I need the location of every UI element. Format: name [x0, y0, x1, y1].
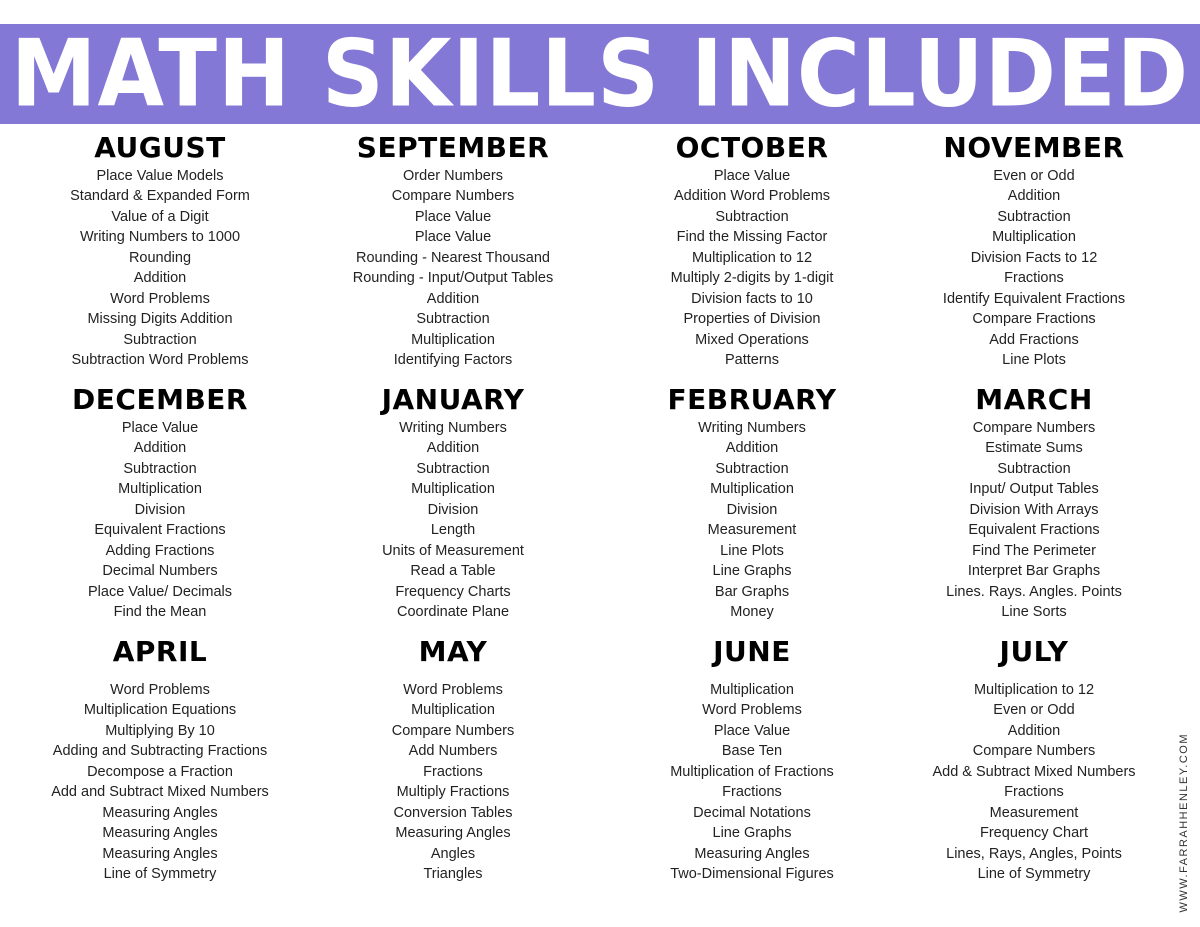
skill-item: Multiply 2-digits by 1-digit [670, 270, 834, 287]
skill-item: Measurement [707, 522, 797, 539]
skill-item: Input/ Output Tables [969, 481, 1099, 498]
skill-item: Place Value [713, 722, 791, 739]
skill-item: Value of a Digit [111, 208, 209, 225]
skill-item: Standard & Expanded Form [70, 188, 250, 205]
skill-item: Addition [426, 440, 480, 457]
skill-item: Identify Equivalent Fractions [942, 290, 1126, 307]
skill-list [884, 680, 1184, 885]
skill-item: Decimal Numbers [102, 563, 218, 580]
skill-item: Word Problems [702, 702, 802, 719]
skill-item: Multiplication [710, 481, 794, 498]
skill-item: Division Facts to 12 [970, 249, 1098, 266]
skill-item: Multiplication [411, 481, 495, 498]
skill-item: Subtraction Word Problems [71, 352, 249, 369]
skill-item: Compare Fractions [972, 311, 1096, 328]
skill-item: Addition [1007, 722, 1061, 739]
skill-item: Addition Word Problems [673, 188, 831, 205]
skill-item: Subtraction [997, 208, 1071, 225]
skill-item: Measuring Angles [102, 845, 218, 862]
skill-item: Base Ten [721, 743, 783, 760]
skill-list [303, 166, 603, 371]
skill-item: Compare Numbers [391, 722, 515, 739]
skill-item: Triangles [423, 866, 483, 883]
skill-item: Properties of Division [683, 311, 821, 328]
skill-list [884, 418, 1184, 623]
skill-item: Missing Digits Addition [87, 311, 233, 328]
skill-item: Multiplication [118, 481, 202, 498]
skill-item: Place Value/ Decimals [88, 583, 232, 600]
skill-item: Division [427, 501, 479, 518]
skill-item: Rounding - Input/Output Tables [352, 270, 554, 287]
skill-item: Measurement [989, 804, 1079, 821]
skill-item: Mixed Operations [695, 331, 809, 348]
skill-item: Interpret Bar Graphs [967, 563, 1101, 580]
skill-item: Find the Missing Factor [676, 229, 828, 246]
skill-item: Estimate Sums [985, 440, 1083, 457]
month-block-april [10, 634, 310, 885]
month-heading: MARCH [975, 383, 1093, 416]
skill-item: Add Numbers [408, 743, 498, 760]
skill-list [602, 680, 902, 885]
skill-item: Compare Numbers [391, 188, 515, 205]
skill-item: Subtraction [416, 460, 490, 477]
month-block-december [10, 382, 310, 623]
month-block-november [884, 130, 1184, 371]
skill-item: Units of Measurement [382, 542, 524, 559]
skill-item: Fractions [722, 784, 782, 801]
month-heading: JULY [999, 635, 1069, 668]
skill-item: Subtraction [416, 311, 490, 328]
month-heading: JANUARY [381, 383, 525, 416]
skill-item: Fractions [1004, 784, 1064, 801]
skill-list [884, 166, 1184, 371]
month-heading: FEBRUARY [667, 383, 837, 416]
skill-item: Multiplying By 10 [105, 722, 215, 739]
skill-item: Division [726, 501, 778, 518]
month-block-august [10, 130, 310, 371]
month-block-february [602, 382, 902, 623]
skill-list [10, 418, 310, 623]
skill-item: Subtraction [715, 208, 789, 225]
month-heading: MAY [418, 635, 488, 668]
skill-item: Add & Subtract Mixed Numbers [932, 763, 1136, 780]
title-banner [0, 19, 1200, 128]
skill-item: Division [134, 501, 186, 518]
skill-item: Read a Table [410, 563, 496, 580]
skill-item: Division facts to 10 [691, 290, 813, 307]
skill-item: Place Value [713, 168, 791, 184]
skill-item: Addition [1007, 188, 1061, 205]
skill-item: Word Problems [110, 682, 210, 698]
month-block-may [303, 634, 603, 885]
skill-item: Multiplication Equations [83, 702, 237, 719]
skill-item: Decompose a Fraction [87, 763, 233, 780]
skill-list [602, 418, 902, 623]
month-block-january [303, 382, 603, 623]
skill-item: Equivalent Fractions [94, 522, 226, 539]
skill-item: Line of Symmetry [977, 866, 1091, 883]
skill-item: Frequency Chart [980, 825, 1088, 842]
skill-item: Addition [725, 440, 779, 457]
skill-item: Equivalent Fractions [968, 522, 1100, 539]
skill-item: Multiplication to 12 [973, 682, 1095, 698]
website-url: WWW.FARRAHHENLEY.COM [1178, 733, 1190, 913]
month-heading: APRIL [112, 635, 208, 668]
skill-item: Adding Fractions [105, 542, 215, 559]
month-heading: DECEMBER [72, 383, 248, 416]
skill-item: Addition [133, 270, 187, 287]
skill-item: Place Value [121, 420, 199, 436]
skill-item: Adding and Subtracting Fractions [52, 743, 268, 760]
skill-item: Line Plots [720, 542, 784, 559]
skill-item: Measuring Angles [102, 804, 218, 821]
skill-item: Line Graphs [712, 825, 792, 842]
skill-item: Add Fractions [989, 331, 1079, 348]
skill-item: Division With Arrays [969, 501, 1099, 518]
month-heading: OCTOBER [675, 131, 829, 164]
skill-item: Multiplication [992, 229, 1076, 246]
skill-item: Place Value [414, 229, 492, 246]
skill-item: Fractions [1004, 270, 1064, 287]
month-block-june [602, 634, 902, 885]
skill-item: Two-Dimensional Figures [670, 866, 834, 883]
skill-item: Add and Subtract Mixed Numbers [51, 784, 269, 801]
skill-item: Multiplication of Fractions [670, 763, 834, 780]
month-block-march [884, 382, 1184, 623]
skill-item: Angles [430, 845, 476, 862]
skill-list [10, 680, 310, 885]
skill-item: Writing Numbers [698, 420, 806, 436]
skill-item: Subtraction [123, 331, 197, 348]
skill-list [10, 166, 310, 371]
skill-item: Writing Numbers to 1000 [79, 229, 241, 246]
skill-item: Order Numbers [403, 168, 503, 184]
skill-item: Measuring Angles [395, 825, 511, 842]
skill-item: Line Sorts [1001, 604, 1067, 621]
skill-item: Rounding [128, 249, 192, 266]
skill-item: Subtraction [715, 460, 789, 477]
month-heading: SEPTEMBER [356, 131, 550, 164]
skill-item: Conversion Tables [393, 804, 513, 821]
skill-item: Word Problems [110, 290, 210, 307]
skill-item: Identifying Factors [393, 352, 513, 369]
skill-item: Measuring Angles [102, 825, 218, 842]
skill-list [303, 680, 603, 885]
skill-list [602, 166, 902, 371]
month-heading: NOVEMBER [943, 131, 1125, 164]
skill-item: Line Plots [1002, 352, 1066, 369]
skill-item: Lines. Rays. Angles. Points [946, 583, 1122, 600]
skill-item: Measuring Angles [694, 845, 810, 862]
skill-item: Multiplication [411, 331, 495, 348]
skill-item: Addition [133, 440, 187, 457]
skill-item: Money [730, 604, 774, 621]
skill-item: Line of Symmetry [103, 866, 217, 883]
month-heading: AUGUST [94, 131, 226, 164]
month-block-september [303, 130, 603, 371]
month-heading: JUNE [713, 635, 791, 668]
skill-item: Subtraction [997, 460, 1071, 477]
skill-item: Compare Numbers [972, 743, 1096, 760]
skill-item: Fractions [423, 763, 483, 780]
skill-item: Even or Odd [993, 168, 1075, 184]
month-block-october [602, 130, 902, 371]
skill-item: Even or Odd [993, 702, 1075, 719]
skill-item: Place Value Models [96, 168, 224, 184]
skill-item: Lines, Rays, Angles, Points [946, 845, 1122, 862]
skill-item: Subtraction [123, 460, 197, 477]
skill-item: Find the Mean [113, 604, 207, 621]
skill-item: Compare Numbers [972, 420, 1096, 436]
skill-item: Multiplication to 12 [691, 249, 813, 266]
skill-item: Line Graphs [712, 563, 792, 580]
skill-item: Length [430, 522, 476, 539]
skill-item: Place Value [414, 208, 492, 225]
skill-item: Word Problems [403, 682, 503, 698]
skill-item: Bar Graphs [714, 583, 790, 600]
skill-item: Find The Perimeter [972, 542, 1096, 559]
skill-item: Multiplication [411, 702, 495, 719]
skill-item: Rounding - Nearest Thousand [356, 249, 550, 266]
skill-list [303, 418, 603, 623]
month-block-july [884, 634, 1184, 885]
skill-item: Addition [426, 290, 480, 307]
page-title: MATH SKILLS INCLUDED [10, 19, 1190, 128]
skill-item: Decimal Notations [693, 804, 811, 821]
skill-item: Coordinate Plane [396, 604, 510, 621]
skill-item: Multiplication [710, 682, 794, 698]
skill-item: Multiply Fractions [396, 784, 510, 801]
skill-item: Patterns [725, 352, 779, 369]
skill-item: Frequency Charts [395, 583, 511, 600]
skill-item: Writing Numbers [399, 420, 507, 436]
